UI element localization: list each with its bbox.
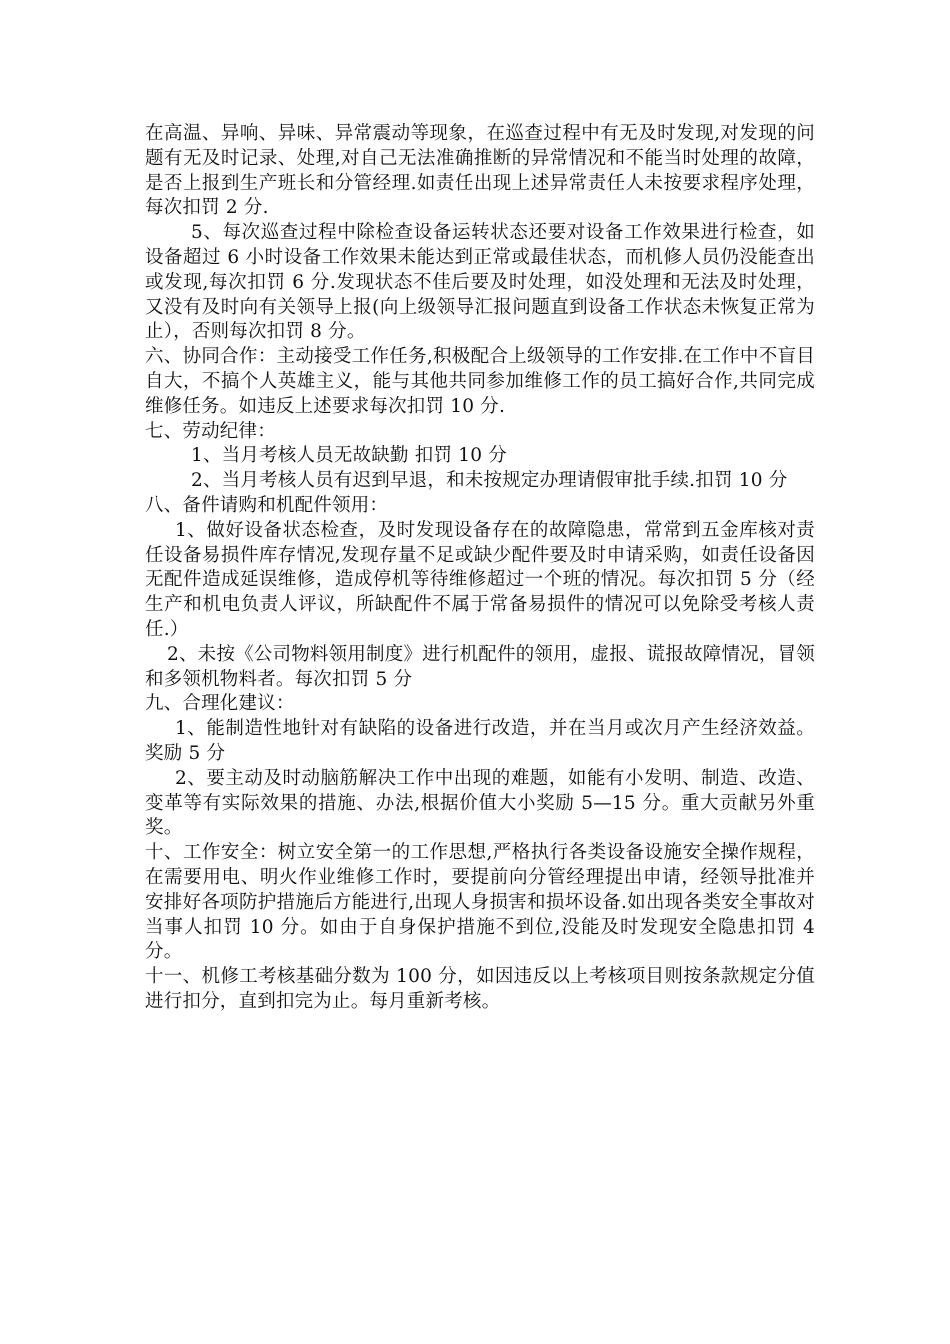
- heading-section-8-spare-parts: 八、备件请购和机配件领用：: [145, 494, 389, 516]
- paragraph-section-11-base-score: 十一、机修工考核基础分数为 100 分，如因违反以上考核项目则按条款规定分值进行扣分，直到扣完为止。每月重新考核。: [145, 966, 815, 1012]
- paragraph-section-6-cooperation: 六、协同合作：主动接受工作任务,积极配合上级领导的工作安排.在工作中不盲目自大，不搞个人英雄主义，能与其他共同参加维修工作的员工搞好合作,共同完成维修任务。如违反上述要求每次扣罚 10 分.: [145, 346, 815, 417]
- paragraph-section-9-item-2: 2、要主动及时动脑筋解决工作中出现的难题，如能有小发明、制造、改造、变革等有实际效果的措施、办法,根据价值大小奖励 5—15 分。重大贡献另外重奖。: [145, 767, 815, 839]
- paragraph-section-10-work-safety: 十、工作安全：树立安全第一的工作思想,严格执行各类设备设施安全操作规程，在需要用电、明火作业维修工作时，要提前向分管经理提出申请，经领导批准并安排好各项防护措施后方能进行,出现人身损害和损坏设备.如出现各类安全事故对当事人扣罚 10 分。如由于自身保护措施不到位,没能及时发现安全隐患扣罚 4 分。: [145, 842, 815, 963]
- heading-section-7-labor-discipline: 七、劳动纪律：: [145, 420, 276, 442]
- paragraph-section-7-item-2: 2、当月考核人员有迟到早退，和未按规定办理请假审批手续.扣罚 10 分: [191, 470, 788, 492]
- document-body: [145, 122, 815, 1015]
- paragraph-section-7-item-1: 1、当月考核人员无故缺勤 扣罚 10 分: [191, 445, 507, 467]
- heading-section-9-suggestions: 九、合理化建议：: [145, 693, 295, 715]
- paragraph-section-9-item-1: 1、能制造性地针对有缺陷的设备进行改造，并在当月或次月产生经济效益。奖励 5 分: [145, 718, 815, 764]
- paragraph-item-5-equipment-effect: 5、每次巡查过程中除检查设备运转状态还要对设备工作效果进行检查，如设备超过 6 小时设备工作效果未能达到正常或最佳状态，而机修人员仍没能查出或发现,每次扣罚 6 分.发现状态不佳后要及时处理，如没处理和无法及时处理，又没有及时向有关领导上报(向上级领导汇报问题直到设备工作状态未恢复正常为止），否则每次扣罚 8 分。: [145, 222, 815, 343]
- paragraph-section-8-item-2: 2、未按《公司物料领用制度》进行机配件的领用，虚报、谎报故障情况，冒领和多领机物料者。每次扣罚 5 分: [145, 643, 815, 690]
- paragraph-section-8-item-1: 1、做好设备状态检查，及时发现设备存在的故障隐患，常常到五金库核对责任设备易损件库存情况,发现存量不足或缺少配件要及时申请采购，如责任设备因无配件造成延误维修，造成停机等待维修超过一个班的情况。每次扣罚 5 分（经生产和机电负责人评议，所缺配件不属于常备易损件的情况可以免除受考核人责任.）: [145, 519, 815, 640]
- paragraph-inspection-abnormal: 在高温、异响、异味、异常震动等现象，在巡查过程中有无及时发现,对发现的问题有无及时记录、处理,对自己无法准确推断的异常情况和不能当时处理的故障，是否上报到生产班长和分管经理.如责任出现上述异常责任人未按要求程序处理，每次扣罚 2 分.: [145, 123, 815, 219]
